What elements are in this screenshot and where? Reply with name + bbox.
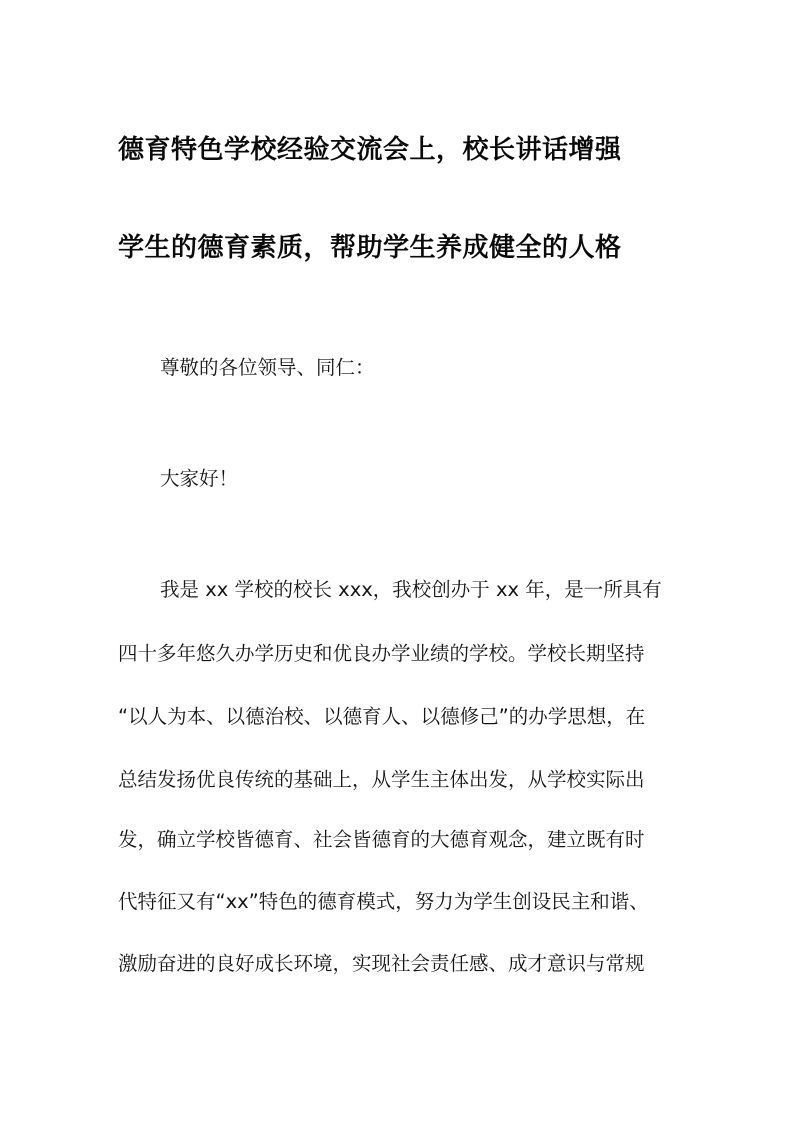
- document-title-line-1: 德育特色学校经验交流会上，校长讲话增强: [118, 135, 622, 165]
- paragraph-line: 我是 xx 学校的校长 xxx，我校创办于 xx 年，是一所具有: [160, 578, 662, 601]
- paragraph-line: 代特征又有“xx”特色的德育模式，努力为学生创设民主和谐、: [118, 890, 649, 913]
- paragraph-line: 总结发扬优良传统的基础上，从学生主体出发，从学校实际出: [118, 768, 645, 791]
- paragraph-line: 激励奋进的良好成长环境，实现社会责任感、成才意识与常规: [118, 952, 645, 975]
- paragraph-line: “以人为本、以德治校、以德育人、以德修己”的办学思想，在: [118, 705, 646, 728]
- document-title-line-2: 学生的德育素质，帮助学生养成健全的人格: [118, 233, 622, 263]
- salutation: 尊敬的各位领导、同仁：: [160, 356, 375, 379]
- paragraph-line: 发，确立学校皆德育、社会皆德育的大德育观念，建立既有时: [118, 828, 645, 851]
- greeting: 大家好！: [160, 467, 239, 490]
- paragraph-line: 四十多年悠久办学历史和优良办学业绩的学校。学校长期坚持: [118, 642, 645, 665]
